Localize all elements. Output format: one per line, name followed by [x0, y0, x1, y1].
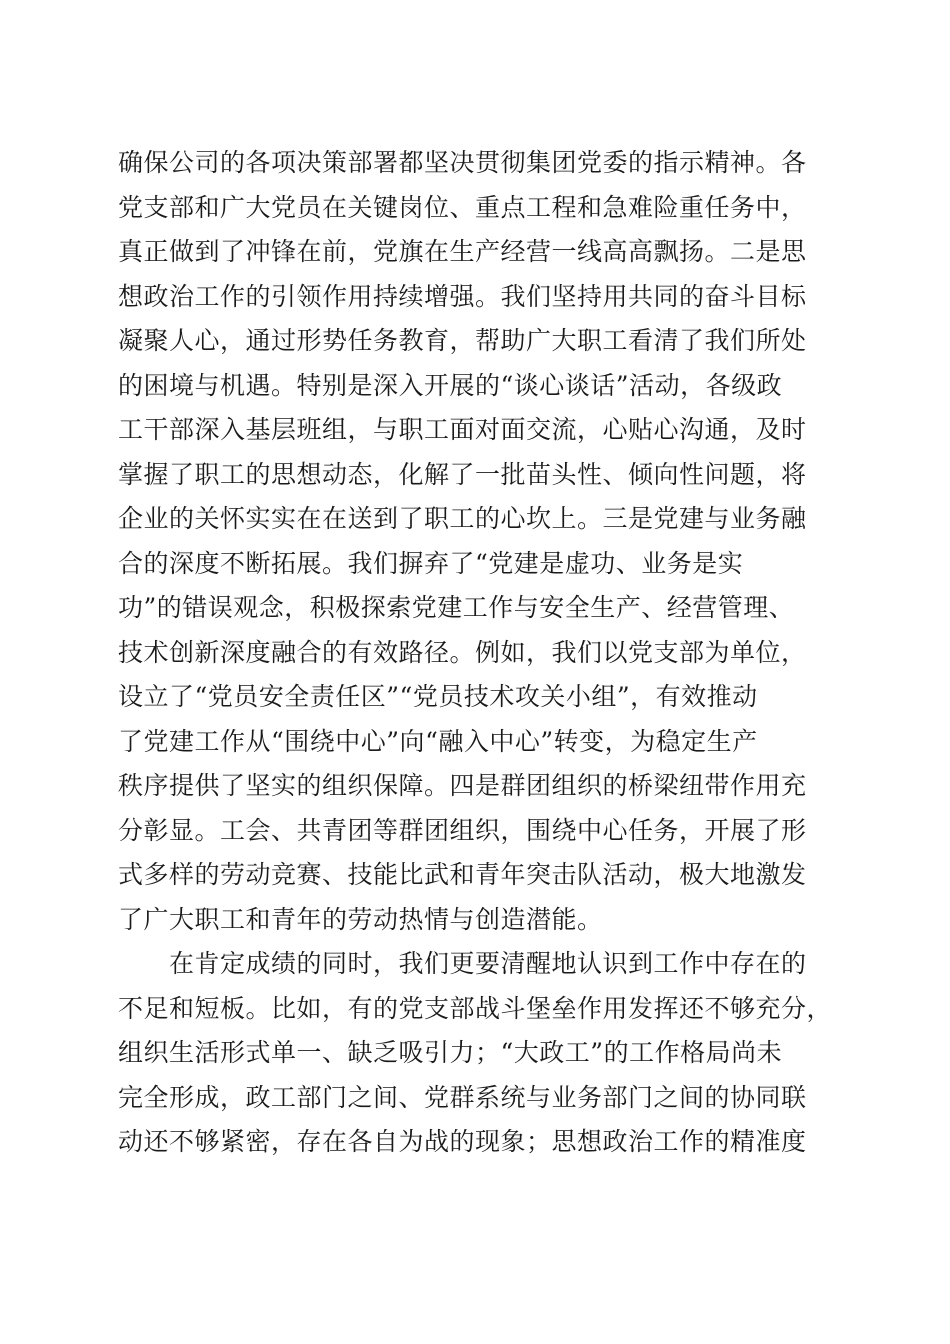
text-line: 分彰显。工会、共青团等群团组织，围绕中心任务，开展了形 — [118, 815, 807, 845]
text-line: 想政治工作的引领作用持续增强。我们坚持用共同的奋斗目标 — [118, 281, 807, 311]
text-line: 合的深度不断拓展。我们摒弃了“党建是虚功、业务是实 — [118, 548, 744, 578]
document-body — [118, 141, 838, 1165]
text-line: 设立了“党员安全责任区”“党员技术攻关小组”，有效推动 — [118, 682, 758, 711]
text-line: 秩序提供了坚实的组织保障。四是群团组织的桥梁纽带作用充 — [118, 771, 807, 800]
text-line: 了党建工作从“围绕中心”向“融入中心”转变，为稳定生产 — [118, 726, 758, 756]
text-line: 完全形成，政工部门之间、党群系统与业务部门之间的协同联 — [118, 1082, 807, 1112]
text-line: 了广大职工和青年的劳动热情与创造潜能。 — [118, 904, 603, 934]
paragraph-2 — [118, 942, 838, 1165]
text-line: 不足和短板。比如，有的党支部战斗堡垒作用发挥还不够充分， — [118, 993, 833, 1023]
text-line: 企业的关怀实实在在送到了职工的心坎上。三是党建与业务融 — [118, 504, 807, 533]
text-line: 工干部深入基层班组，与职工面对面交流，心贴心沟通，及时 — [118, 415, 807, 444]
text-line: 的困境与机遇。特别是深入开展的“谈心谈话”活动，各级政 — [118, 370, 783, 400]
text-line: 在肯定成绩的同时，我们更要清醒地认识到工作中存在的 — [118, 949, 807, 978]
text-line: 功”的错误观念，积极探索党建工作与安全生产、经营管理、 — [118, 593, 795, 622]
text-line: 技术创新深度融合的有效路径。例如，我们以党支部为单位， — [118, 637, 807, 667]
text-line: 凝聚人心，通过形势任务教育，帮助广大职工看清了我们所处 — [118, 326, 807, 355]
text-line: 掌握了职工的思想动态，化解了一批苗头性、倾向性问题，将 — [118, 459, 807, 489]
text-line: 组织生活形式单一、缺乏吸引力；“大政工”的工作格局尚未 — [118, 1038, 783, 1067]
text-line: 式多样的劳动竞赛、技能比武和青年突击队活动，极大地激发 — [118, 860, 807, 889]
text-line: 党支部和广大党员在关键岗位、重点工程和急难险重任务中， — [118, 192, 807, 222]
text-line: 动还不够紧密，存在各自为战的现象；思想政治工作的精准度 — [118, 1127, 807, 1156]
paragraph-1 — [118, 141, 838, 942]
text-line: 真正做到了冲锋在前，党旗在生产经营一线高高飘扬。二是思 — [118, 237, 807, 266]
text-line: 确保公司的各项决策部署都坚决贯彻集团党委的指示精神。各 — [118, 148, 807, 177]
